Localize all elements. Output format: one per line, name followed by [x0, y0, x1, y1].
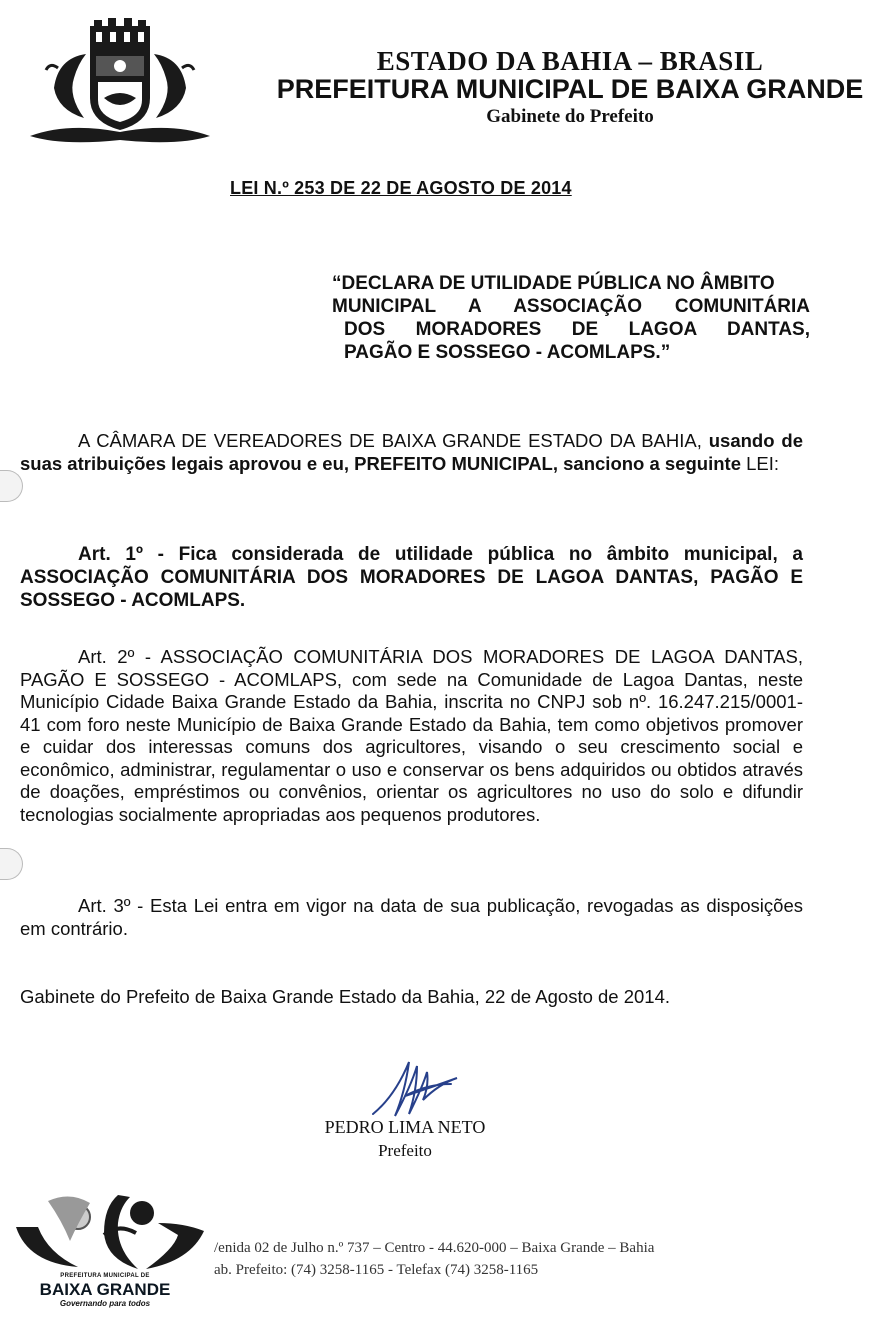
- header-state: ESTADO DA BAHIA – BRASIL: [376, 46, 764, 76]
- article-1: Art. 1º - Fica considerada de utilidade pública no âmbito municipal, a ASSOCIAÇÃO COMUNITÁRIA DOS MORADORES DE LAGOA DANTAS, PAGÃO E SOSSEGO - ACOMLAPS.: [20, 544, 803, 611]
- punch-hole-mark: [0, 848, 23, 880]
- ementa-line: “DECLARA DE UTILIDADE PÚBLICA NO ÂMBITO: [332, 273, 775, 294]
- ementa-line: PAGÃO E SOSSEGO - ACOMLAPS.”: [344, 342, 671, 363]
- signer-role: Prefeito: [378, 1141, 432, 1160]
- law-title: LEI N.º 253 DE 22 DE AGOSTO DE 2014: [230, 178, 572, 198]
- footer-address: /enida 02 de Julho n.º 737 – Centro - 44.620-000 – Baixa Grande – Bahia: [214, 1240, 655, 1256]
- law-ementa: [332, 272, 810, 364]
- closing-line: Gabinete do Prefeito de Baixa Grande Estado da Bahia, 22 de Agosto de 2014.: [20, 986, 671, 1007]
- coat-of-arms-icon: [28, 18, 212, 148]
- article-2: Art. 2º - ASSOCIAÇÃO COMUNITÁRIA DOS MORADORES DE LAGOA DANTAS, PAGÃO E SOSSEGO - ACOMLAPS, com sede na Comunidade de Lagoa Dantas, neste Município Cidade Baixa Grande Estado da Bahia, inscrita no CNPJ sob nº. 16.247.215/0001-41 com foro neste Município de Baixa Grande Estado da Bahia, tem como objetivos promover e cuidar dos interessas comuns dos agricultores, visando o seu crescimento social e econômico, administrar, regulamentar o uso e conservar os bens adquiridos ou obtidos através de doações, empréstimos ou convênios, orientar os agricultores no uso do solo e difundir tecnologias socialmente apropriadas aos pequenos produtores.: [20, 646, 803, 825]
- header-prefecture: PREFEITURA MUNICIPAL DE BAIXA GRANDE: [276, 74, 864, 104]
- ementa-line: MUNICIPAL A ASSOCIAÇÃO COMUNITÁRIA: [332, 296, 810, 317]
- preamble-end: LEI:: [741, 452, 780, 474]
- header-office: Gabinete do Prefeito: [486, 106, 654, 127]
- preamble-bold: usando de suas atribuições legais aprovou e eu, PREFEITO MUNICIPAL, sanciono a seguinte: [20, 430, 803, 474]
- logo-caption-top: PREFEITURA MUNICIPAL DE: [60, 1273, 150, 1279]
- signature-scribble: [365, 1056, 465, 1120]
- logo-name: BAIXA GRANDE: [39, 1280, 171, 1299]
- article-3: Art. 3º - Esta Lei entra em vigor na data de sua publicação, revogadas as disposições em contrário.: [20, 895, 803, 939]
- signer-name: PEDRO LIMA NETO: [324, 1117, 486, 1137]
- footer-phone: ab. Prefeito: (74) 3258-1165 - Telefax (74) 3258-1165: [214, 1262, 539, 1278]
- preamble-plain: A CÂMARA DE VEREADORES DE BAIXA GRANDE ESTADO DA BAHIA,: [78, 430, 709, 451]
- preamble-paragraph: [20, 430, 803, 475]
- ementa-line: DOS MORADORES DE LAGOA DANTAS,: [344, 319, 810, 340]
- logo-slogan: Governando para todos: [59, 1299, 151, 1308]
